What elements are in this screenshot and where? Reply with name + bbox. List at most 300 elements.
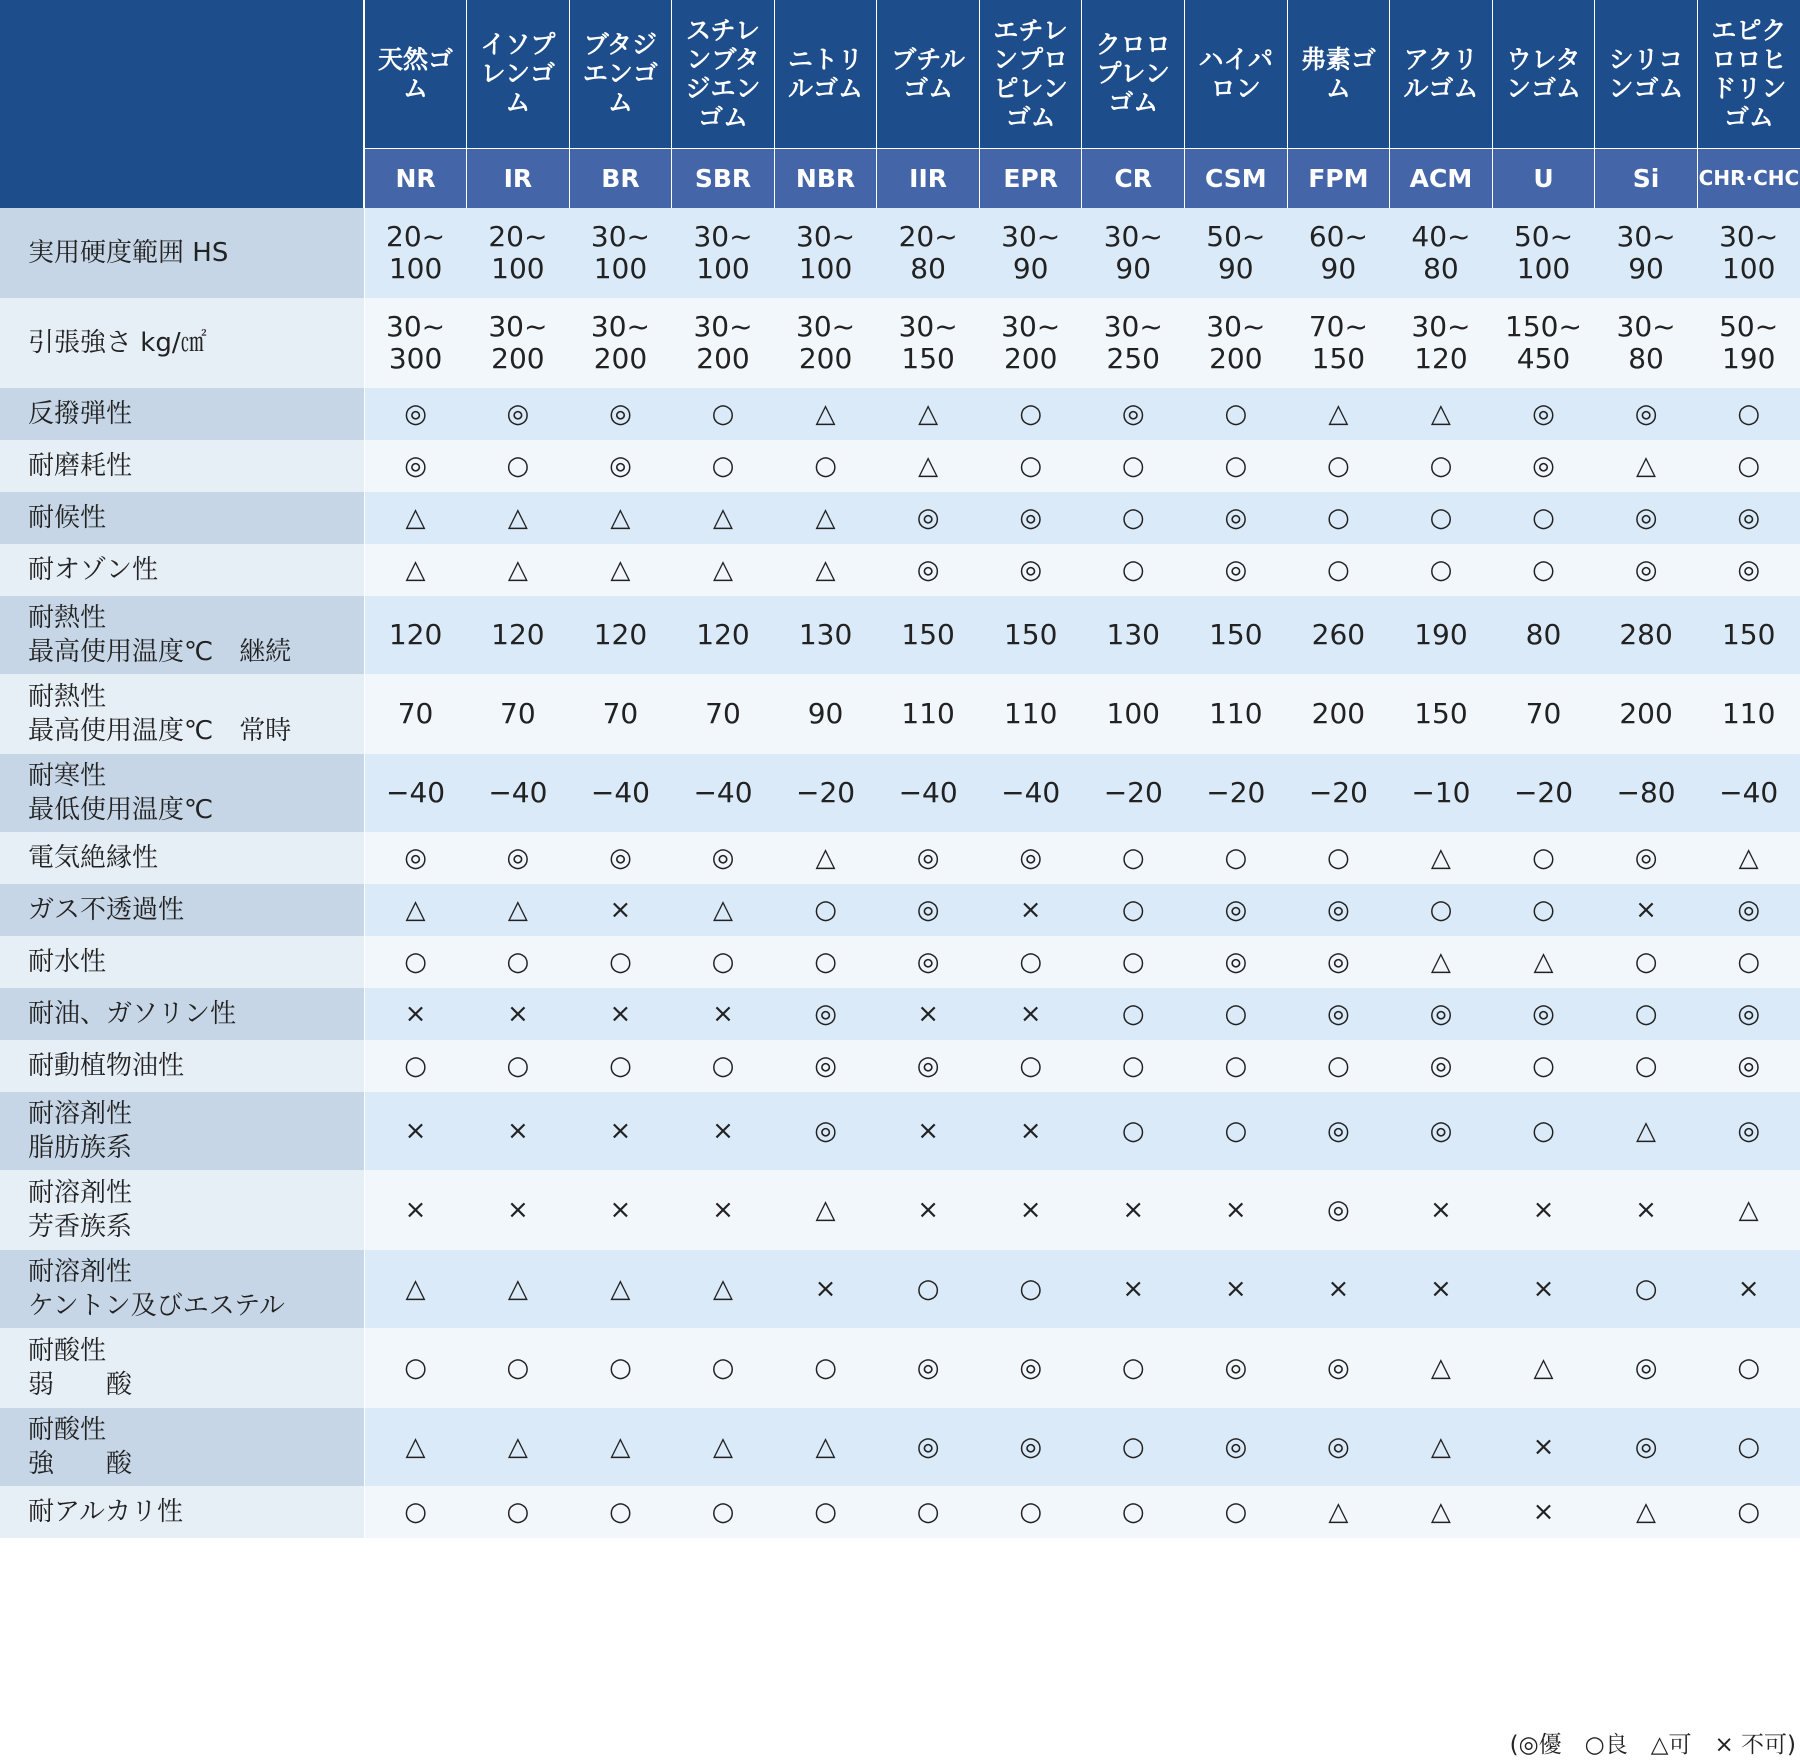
rating-symbol-cell: ○ <box>979 1250 1082 1328</box>
rating-symbol-cell: × <box>467 988 570 1040</box>
rating-symbol-cell: × <box>979 884 1082 936</box>
rating-symbol-cell: ◎ <box>1697 1092 1800 1170</box>
rating-symbol-cell: △ <box>569 492 672 544</box>
column-header-name <box>672 0 775 148</box>
rating-symbol-cell: ◎ <box>364 388 467 440</box>
rating-symbol-cell: ○ <box>1287 440 1390 492</box>
rating-symbol-cell: ○ <box>1697 936 1800 988</box>
range-cell-line: 80 <box>910 252 946 285</box>
column-header-name <box>1287 0 1390 148</box>
column-header-name <box>1697 0 1800 148</box>
row-label-line: 耐候性 <box>28 503 107 533</box>
column-header-name-text: ニトリルゴム <box>788 44 864 103</box>
rating-symbol-cell: ◎ <box>1595 544 1698 596</box>
rating-symbol-cell: ○ <box>1185 1486 1288 1538</box>
range-cell <box>774 298 877 388</box>
rating-symbol-cell: △ <box>467 492 570 544</box>
value-cell: 200 <box>1595 674 1698 754</box>
rating-symbol-cell: ◎ <box>1492 388 1595 440</box>
row-label <box>0 832 364 884</box>
rating-symbol-cell: △ <box>1390 1328 1493 1408</box>
column-header-name-text: クロロプレンゴム <box>1095 30 1171 118</box>
rating-symbol-cell: × <box>1082 1250 1185 1328</box>
value-cell: −40 <box>877 754 980 832</box>
rating-symbol-cell: △ <box>774 492 877 544</box>
range-cell-line: 30~ <box>386 310 446 343</box>
rating-symbol-cell: ○ <box>672 936 775 988</box>
range-cell-line: 200 <box>1003 342 1058 375</box>
column-header-code: NR <box>364 148 467 208</box>
table-row <box>0 832 1800 884</box>
rating-symbol-cell: ○ <box>774 884 877 936</box>
rating-symbol-cell: △ <box>672 1408 775 1486</box>
rating-symbol-cell: × <box>1287 1250 1390 1328</box>
rating-symbol-cell: × <box>672 1170 775 1250</box>
range-cell-line: 30~ <box>488 310 548 343</box>
row-label-line: 耐水性 <box>28 947 107 977</box>
rating-symbol-cell: △ <box>672 1250 775 1328</box>
row-label-line: 最高使用温度℃ 常時 <box>28 716 292 746</box>
range-cell-line: 30~ <box>1001 310 1061 343</box>
value-cell: −40 <box>672 754 775 832</box>
rating-symbol-cell: × <box>569 1092 672 1170</box>
table-row <box>0 754 1800 832</box>
range-cell-line: 60~ <box>1308 220 1368 253</box>
range-cell <box>877 298 980 388</box>
column-header-code: IIR <box>877 148 980 208</box>
column-header-name <box>467 0 570 148</box>
rating-symbol-cell: ○ <box>1287 492 1390 544</box>
range-cell <box>877 208 980 298</box>
rating-symbol-cell: ○ <box>467 936 570 988</box>
rating-symbol-cell: ◎ <box>979 1328 1082 1408</box>
range-cell-line: 30~ <box>1616 310 1676 343</box>
rating-symbol-cell: △ <box>1697 1170 1800 1250</box>
rating-symbol-cell: × <box>877 988 980 1040</box>
rating-symbol-cell: ◎ <box>979 1408 1082 1486</box>
rating-symbol-cell: ○ <box>1697 440 1800 492</box>
rating-symbol-cell: ○ <box>1082 1486 1185 1538</box>
row-label <box>0 208 364 298</box>
column-header-name <box>1492 0 1595 148</box>
range-cell-line: 150~ <box>1505 310 1582 343</box>
value-cell: 200 <box>1287 674 1390 754</box>
row-label <box>0 1328 364 1408</box>
rating-symbol-cell: ◎ <box>1390 988 1493 1040</box>
rating-symbol-cell: × <box>1595 884 1698 936</box>
range-cell-line: 90 <box>1115 252 1152 285</box>
value-cell: 70 <box>672 674 775 754</box>
rating-symbol-cell: ◎ <box>1492 988 1595 1040</box>
column-header-code: CR <box>1082 148 1185 208</box>
column-header-code: CSM <box>1185 148 1288 208</box>
range-cell-line: 20~ <box>488 220 548 253</box>
rating-symbol-cell: △ <box>1390 936 1493 988</box>
rating-symbol-cell: △ <box>774 388 877 440</box>
rating-symbol-cell: △ <box>672 884 775 936</box>
rating-symbol-cell: ○ <box>1287 544 1390 596</box>
rating-symbol-cell: ○ <box>1697 1408 1800 1486</box>
range-cell-line: 100 <box>1721 252 1776 285</box>
rating-symbol-cell: ○ <box>1185 440 1288 492</box>
rating-symbol-cell: ○ <box>1390 440 1493 492</box>
rating-symbol-cell: △ <box>467 1408 570 1486</box>
value-cell: −10 <box>1390 754 1493 832</box>
column-header-name <box>979 0 1082 148</box>
range-cell-line: 200 <box>798 342 853 375</box>
rating-symbol-cell: △ <box>774 1170 877 1250</box>
rating-symbol-cell: ◎ <box>774 1092 877 1170</box>
value-cell: −80 <box>1595 754 1698 832</box>
row-label-line: 耐磨耗性 <box>28 451 133 481</box>
range-cell-line: 30~ <box>1616 220 1676 253</box>
rating-symbol-cell: ○ <box>569 1486 672 1538</box>
column-header-name-text: ウレタンゴム <box>1505 44 1581 103</box>
rating-symbol-cell: × <box>1185 1250 1288 1328</box>
value-cell: 120 <box>672 596 775 674</box>
rating-symbol-cell: ◎ <box>672 832 775 884</box>
rating-symbol-cell: × <box>1390 1250 1493 1328</box>
range-cell-line: 100 <box>491 252 545 285</box>
rating-symbol-cell: × <box>1492 1170 1595 1250</box>
rating-symbol-cell: × <box>979 1170 1082 1250</box>
row-label-line: 耐溶剤性 <box>28 1257 133 1287</box>
rating-symbol-cell: × <box>364 1170 467 1250</box>
rating-symbol-cell: ○ <box>774 936 877 988</box>
value-cell: 120 <box>364 596 467 674</box>
range-cell <box>1390 208 1493 298</box>
table-row <box>0 596 1800 674</box>
rating-symbol-cell: ○ <box>1697 1486 1800 1538</box>
rating-symbol-cell: × <box>1595 1170 1698 1250</box>
rating-symbol-cell: ◎ <box>1595 1408 1698 1486</box>
rating-symbol-cell: ○ <box>672 388 775 440</box>
rating-symbol-cell: ◎ <box>774 1040 877 1092</box>
rating-symbol-cell: ○ <box>1082 884 1185 936</box>
rating-symbol-cell: ◎ <box>1697 884 1800 936</box>
value-cell: 110 <box>1697 674 1800 754</box>
value-cell: 80 <box>1492 596 1595 674</box>
range-cell-line: 80 <box>1423 252 1459 285</box>
value-cell: −20 <box>774 754 877 832</box>
value-cell: 70 <box>1492 674 1595 754</box>
range-cell <box>364 298 467 388</box>
column-header-code: NBR <box>774 148 877 208</box>
rating-symbol-cell: ◎ <box>1185 492 1288 544</box>
row-label-line: 芳香族系 <box>28 1212 133 1242</box>
value-cell: 150 <box>1390 674 1493 754</box>
range-cell-line: 200 <box>696 342 750 375</box>
value-cell: −40 <box>569 754 672 832</box>
row-label <box>0 492 364 544</box>
column-header-name-text: ブチルゴム <box>891 44 965 103</box>
rating-symbol-cell: × <box>1390 1170 1493 1250</box>
rating-symbol-cell: ◎ <box>1697 1040 1800 1092</box>
rating-symbol-cell: ○ <box>1082 1328 1185 1408</box>
range-cell-line: 30~ <box>1719 220 1779 253</box>
column-header-name <box>1082 0 1185 148</box>
range-cell-line: 150 <box>1311 342 1366 375</box>
table-row <box>0 1486 1800 1538</box>
rating-symbol-cell: × <box>569 884 672 936</box>
rating-symbol-cell: △ <box>774 832 877 884</box>
rating-symbol-cell: △ <box>877 388 980 440</box>
rating-symbol-cell: ○ <box>672 1328 775 1408</box>
range-cell-line: 250 <box>1106 342 1160 375</box>
range-cell-line: 80 <box>1628 342 1664 375</box>
row-label-line: 耐酸性 <box>28 1415 107 1445</box>
rating-symbol-cell: ◎ <box>877 884 980 936</box>
rating-symbol-cell: ◎ <box>1287 1092 1390 1170</box>
column-header-name <box>877 0 980 148</box>
rating-symbol-cell: △ <box>672 492 775 544</box>
rating-symbol-cell: ○ <box>1492 832 1595 884</box>
range-cell-line: 90 <box>1012 252 1049 285</box>
rating-symbol-cell: ○ <box>1082 492 1185 544</box>
column-header-name-text: 弗素ゴム <box>1300 44 1376 103</box>
rating-symbol-cell: ◎ <box>1390 1092 1493 1170</box>
rating-symbol-cell: ○ <box>1390 884 1493 936</box>
range-cell <box>1082 298 1185 388</box>
column-header-name-text: ハイパロン <box>1198 44 1274 103</box>
rating-symbol-cell: ◎ <box>1287 936 1390 988</box>
table-row <box>0 674 1800 754</box>
row-label-line: 耐動植物油性 <box>28 1051 185 1081</box>
rating-symbol-cell: ◎ <box>1595 1328 1698 1408</box>
range-cell-line: 30~ <box>693 310 753 343</box>
rating-symbol-cell: ○ <box>1697 388 1800 440</box>
rating-symbol-cell: ◎ <box>1287 1328 1390 1408</box>
table-row <box>0 988 1800 1040</box>
rating-symbol-cell: ○ <box>1595 1250 1698 1328</box>
range-cell-line: 30~ <box>898 310 958 343</box>
rating-symbol-cell: ○ <box>1082 1040 1185 1092</box>
rating-symbol-cell: △ <box>774 544 877 596</box>
table-row <box>0 298 1800 388</box>
range-cell-line: 100 <box>593 252 648 285</box>
rating-symbol-cell: ○ <box>1185 988 1288 1040</box>
row-label-line: 耐油、ガソリン性 <box>28 999 237 1029</box>
range-cell <box>1082 208 1185 298</box>
value-cell: 130 <box>1082 596 1185 674</box>
row-label <box>0 988 364 1040</box>
row-label <box>0 754 364 832</box>
rating-symbol-cell: ◎ <box>1185 884 1288 936</box>
column-header-name <box>364 0 467 148</box>
rating-symbol-cell: ○ <box>979 388 1082 440</box>
rating-symbol-cell: ◎ <box>1595 832 1698 884</box>
rating-symbol-cell: ◎ <box>877 1328 980 1408</box>
column-header-name-text: 天然ゴム <box>378 44 454 103</box>
column-header-code: EPR <box>979 148 1082 208</box>
range-cell <box>1185 298 1288 388</box>
rating-symbol-cell: ○ <box>979 1040 1082 1092</box>
value-cell: 100 <box>1082 674 1185 754</box>
rating-symbol-cell: △ <box>364 1250 467 1328</box>
range-cell <box>569 298 672 388</box>
rating-symbol-cell: × <box>364 988 467 1040</box>
value-cell: 70 <box>364 674 467 754</box>
range-cell-line: 90 <box>1217 252 1254 285</box>
rating-symbol-cell: × <box>672 988 775 1040</box>
range-cell-line: 100 <box>696 252 750 285</box>
row-label-line: 耐オゾン性 <box>28 555 159 585</box>
rating-symbol-cell: ○ <box>1492 544 1595 596</box>
rating-symbol-cell: × <box>569 988 672 1040</box>
rating-symbol-cell: ◎ <box>1492 440 1595 492</box>
row-label <box>0 1250 364 1328</box>
rating-symbol-cell: × <box>1697 1250 1800 1328</box>
row-label <box>0 388 364 440</box>
row-label-line: 実用硬度範囲 HS <box>28 238 229 268</box>
rating-symbol-cell: ○ <box>1595 1040 1698 1092</box>
range-cell-line: 70~ <box>1308 310 1368 343</box>
rating-symbol-cell: ◎ <box>364 832 467 884</box>
rating-symbol-cell: △ <box>774 1408 877 1486</box>
rating-symbol-cell: ◎ <box>1697 988 1800 1040</box>
rating-symbol-cell: ○ <box>1082 440 1185 492</box>
rating-symbol-cell: △ <box>467 884 570 936</box>
rating-symbol-cell: △ <box>1595 1486 1698 1538</box>
rating-symbol-cell: × <box>979 1092 1082 1170</box>
rating-symbol-cell: ○ <box>364 936 467 988</box>
rating-symbol-cell: △ <box>1390 388 1493 440</box>
rating-symbol-cell: ○ <box>1492 492 1595 544</box>
range-cell-line: 100 <box>798 252 853 285</box>
range-cell <box>774 208 877 298</box>
value-cell: −40 <box>979 754 1082 832</box>
rating-symbol-cell: ○ <box>569 1040 672 1092</box>
rating-symbol-cell: ○ <box>1595 988 1698 1040</box>
rating-symbol-cell: △ <box>569 1408 672 1486</box>
rating-symbol-cell: ◎ <box>1595 492 1698 544</box>
rating-symbol-cell: × <box>1492 1486 1595 1538</box>
column-header-code: SBR <box>672 148 775 208</box>
rating-symbol-cell: ○ <box>569 936 672 988</box>
rating-symbol-cell: ○ <box>467 1328 570 1408</box>
range-cell-line: 120 <box>1414 342 1468 375</box>
rating-symbol-cell: ○ <box>979 936 1082 988</box>
rating-symbol-cell: ○ <box>467 440 570 492</box>
range-cell-line: 150 <box>901 342 955 375</box>
range-cell-line: 190 <box>1721 342 1776 375</box>
range-cell <box>1697 298 1800 388</box>
range-cell-line: 30~ <box>1103 310 1163 343</box>
rating-symbol-cell: ◎ <box>877 492 980 544</box>
value-cell: 120 <box>467 596 570 674</box>
rating-symbol-cell: ○ <box>1082 1408 1185 1486</box>
value-cell: 150 <box>979 596 1082 674</box>
rating-symbol-cell: △ <box>1492 1328 1595 1408</box>
value-cell: 90 <box>774 674 877 754</box>
table-row <box>0 884 1800 936</box>
table-row <box>0 208 1800 298</box>
value-cell: −20 <box>1492 754 1595 832</box>
column-header-code: FPM <box>1287 148 1390 208</box>
rating-symbol-cell: ○ <box>1390 544 1493 596</box>
range-cell-line: 30~ <box>796 310 856 343</box>
range-cell <box>1595 208 1698 298</box>
rating-symbol-cell: ◎ <box>569 440 672 492</box>
rating-symbol-cell: ○ <box>1492 1092 1595 1170</box>
column-header-code: CHR·CHC <box>1697 148 1800 208</box>
range-cell-line: 30~ <box>590 310 650 343</box>
rating-symbol-cell: × <box>569 1170 672 1250</box>
value-cell: −40 <box>364 754 467 832</box>
range-cell <box>1390 298 1493 388</box>
rating-symbol-cell: ◎ <box>877 832 980 884</box>
rating-symbol-cell: △ <box>1390 1408 1493 1486</box>
rating-symbol-cell: ○ <box>1185 1092 1288 1170</box>
column-header-code: BR <box>569 148 672 208</box>
value-cell: −20 <box>1287 754 1390 832</box>
column-header-code: Si <box>1595 148 1698 208</box>
rating-symbol-cell: ◎ <box>1185 936 1288 988</box>
column-header-code: U <box>1492 148 1595 208</box>
rating-symbol-cell: △ <box>569 1250 672 1328</box>
rating-symbol-cell: ○ <box>364 1328 467 1408</box>
row-label <box>0 298 364 388</box>
row-label-line: 反撥弾性 <box>28 399 133 429</box>
rating-symbol-cell: △ <box>1390 832 1493 884</box>
value-cell: 70 <box>569 674 672 754</box>
rating-symbol-cell: ○ <box>1697 1328 1800 1408</box>
rating-symbol-cell: ◎ <box>877 1408 980 1486</box>
rating-symbol-cell: ○ <box>672 1486 775 1538</box>
column-header-name <box>1185 0 1288 148</box>
table-row <box>0 544 1800 596</box>
symbol-legend: (◎優 ○良 △可 × 不可) <box>1509 1732 1796 1758</box>
row-label-line: 弱 酸 <box>28 1370 133 1400</box>
column-header-name <box>569 0 672 148</box>
range-cell-line: 90 <box>1320 252 1357 285</box>
row-label-line: 最低使用温度℃ <box>28 795 214 825</box>
range-cell-line: 30~ <box>693 220 753 253</box>
range-cell-line: 20~ <box>386 220 446 253</box>
rating-symbol-cell: × <box>774 1250 877 1328</box>
range-cell <box>1185 208 1288 298</box>
range-cell <box>1697 208 1800 298</box>
rating-symbol-cell: ○ <box>979 1486 1082 1538</box>
range-cell-line: 50~ <box>1513 220 1574 253</box>
value-cell: 150 <box>877 596 980 674</box>
rating-symbol-cell: ○ <box>1595 936 1698 988</box>
range-cell-line: 30~ <box>1411 310 1471 343</box>
rating-symbol-cell: ○ <box>1082 936 1185 988</box>
rating-symbol-cell: ○ <box>1185 388 1288 440</box>
row-label <box>0 596 364 674</box>
rating-symbol-cell: ◎ <box>1185 544 1288 596</box>
value-cell: 110 <box>1185 674 1288 754</box>
column-header-code: IR <box>467 148 570 208</box>
rating-symbol-cell: ○ <box>979 440 1082 492</box>
rating-symbol-cell: ◎ <box>877 544 980 596</box>
range-cell <box>467 208 570 298</box>
table-row <box>0 440 1800 492</box>
rating-symbol-cell: ○ <box>877 1486 980 1538</box>
rating-symbol-cell: ○ <box>877 1250 980 1328</box>
rating-symbol-cell: △ <box>569 544 672 596</box>
rating-symbol-cell: ◎ <box>1082 388 1185 440</box>
column-header-name-text: エチレンプロピレンゴム <box>993 15 1069 132</box>
range-cell <box>467 298 570 388</box>
range-cell-line: 40~ <box>1411 220 1471 253</box>
rating-symbol-cell: ◎ <box>877 936 980 988</box>
row-label <box>0 1170 364 1250</box>
rating-symbol-cell: ◎ <box>364 440 467 492</box>
rating-symbol-cell: ○ <box>1082 1092 1185 1170</box>
range-cell-line: 200 <box>1209 342 1263 375</box>
